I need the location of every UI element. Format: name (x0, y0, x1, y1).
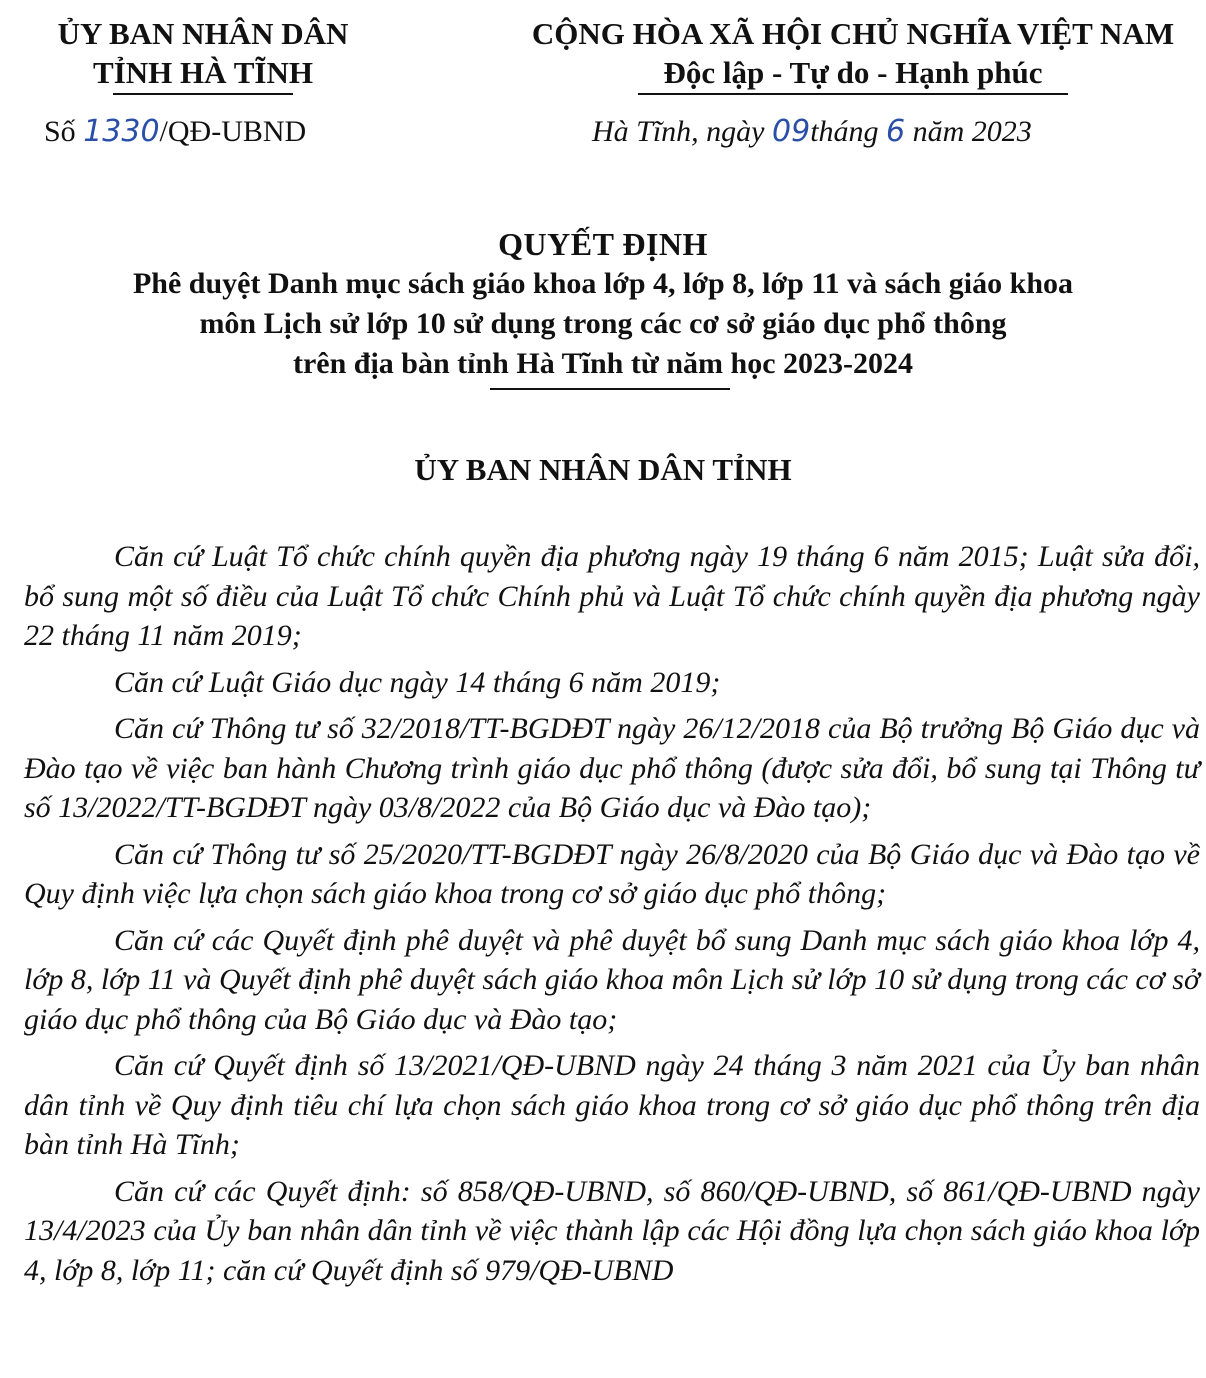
document-number (44, 112, 306, 152)
handwritten-number: 1330 (83, 114, 160, 149)
document-title-block (0, 224, 1206, 390)
national-motto-block (500, 14, 1206, 95)
document-type: QUYẾT ĐỊNH (498, 226, 708, 262)
country-name: CỘNG HÒA XÃ HỘI CHỦ NGHĨA VIỆT NAM (531, 16, 1175, 51)
agency-name-line2: TỈNH HÀ TĨNH (93, 55, 313, 90)
preamble-paragraph: Căn cứ Quyết định số 13/2021/QĐ-UBND ngày 24 tháng 3 năm 2021 của Ủy ban nhân dân tỉnh về Quy định tiêu chí lựa chọn sách giáo khoa trong cơ sở giáo dục phổ thông trên địa bàn tỉnh Hà Tĩnh; (24, 1049, 1200, 1161)
agency-underline (113, 93, 293, 95)
preamble-paragraph: Căn cứ Luật Giáo dục ngày 14 tháng 6 năm 2019; (114, 665, 721, 699)
date-place: Hà Tĩnh, ngày (592, 115, 772, 148)
date-month-label: tháng (810, 115, 887, 148)
title-underline (490, 388, 730, 390)
number-prefix: Số (44, 115, 84, 148)
subject-line-3: trên địa bàn tỉnh Hà Tĩnh từ năm học 2023-2024 (292, 347, 914, 380)
subject-line-2: môn Lịch sử lớp 10 sử dụng trong các cơ sở giáo dục phổ thông (199, 307, 1007, 340)
preamble-paragraph: Căn cứ các Quyết định: số 858/QĐ-UBND, số 860/QĐ-UBND, số 861/QĐ-UBND ngày 13/4/2023 của Ủy ban nhân dân tỉnh về việc thành lập các Hội đồng lựa chọn sách giáo khoa lớp 4, lớp 8, lớp 11; căn cứ Quyết định số 979/QĐ-UBND (24, 1174, 1200, 1287)
handwritten-month: 6 (886, 114, 906, 149)
subject-line-1: Phê duyệt Danh mục sách giáo khoa lớp 4, lớp 8, lớp 11 và sách giáo khoa (132, 267, 1074, 300)
agency-name-line1: ỦY BAN NHÂN DÂN (57, 16, 349, 51)
issuing-agency-block (18, 14, 388, 95)
motto-underline (638, 93, 1068, 95)
preamble-paragraph: Căn cứ Thông tư số 32/2018/TT-BGDĐT ngày 26/12/2018 của Bộ trưởng Bộ Giáo dục và Đào tạo về việc ban hành Chương trình giáo dục phổ thông (được sửa đổi, bổ sung tại Thông tư số 13/2022/TT-BGDĐT ngày 03/8/2022 của Bộ Giáo dục và Đào tạo); (24, 712, 1200, 824)
preamble-paragraph: Căn cứ Thông tư số 25/2020/TT-BGDĐT ngày 26/8/2020 của Bộ Giáo dục và Đào tạo về Quy định việc lựa chọn sách giáo khoa trong cơ sở giáo dục phổ thông; (24, 837, 1200, 910)
date-year: năm 2023 (905, 115, 1032, 148)
issuer-heading: ỦY BAN NHÂN DÂN TỈNH (414, 452, 792, 487)
number-suffix: /QĐ-UBND (159, 115, 307, 148)
preamble-paragraph: Căn cứ các Quyết định phê duyệt và phê duyệt bổ sung Danh mục sách giáo khoa lớp 4, lớp 8, lớp 11 và Quyết định phê duyệt sách giáo khoa môn Lịch sử lớp 10 sử dụng trong các cơ sở giáo dục phổ thông của Bộ Giáo dục và Đào tạo; (24, 923, 1200, 1036)
place-and-date (592, 112, 1032, 152)
preamble (24, 537, 1200, 1297)
motto: Độc lập - Tự do - Hạnh phúc (663, 55, 1043, 90)
preamble-paragraph: Căn cứ Luật Tổ chức chính quyền địa phương ngày 19 tháng 6 năm 2015; Luật sửa đổi, bổ sung một số điều của Luật Tổ chức Chính phủ và Luật Tổ chức chính quyền địa phương ngày 22 tháng 11 năm 2019; (24, 540, 1200, 652)
handwritten-day: 09 (772, 114, 811, 149)
